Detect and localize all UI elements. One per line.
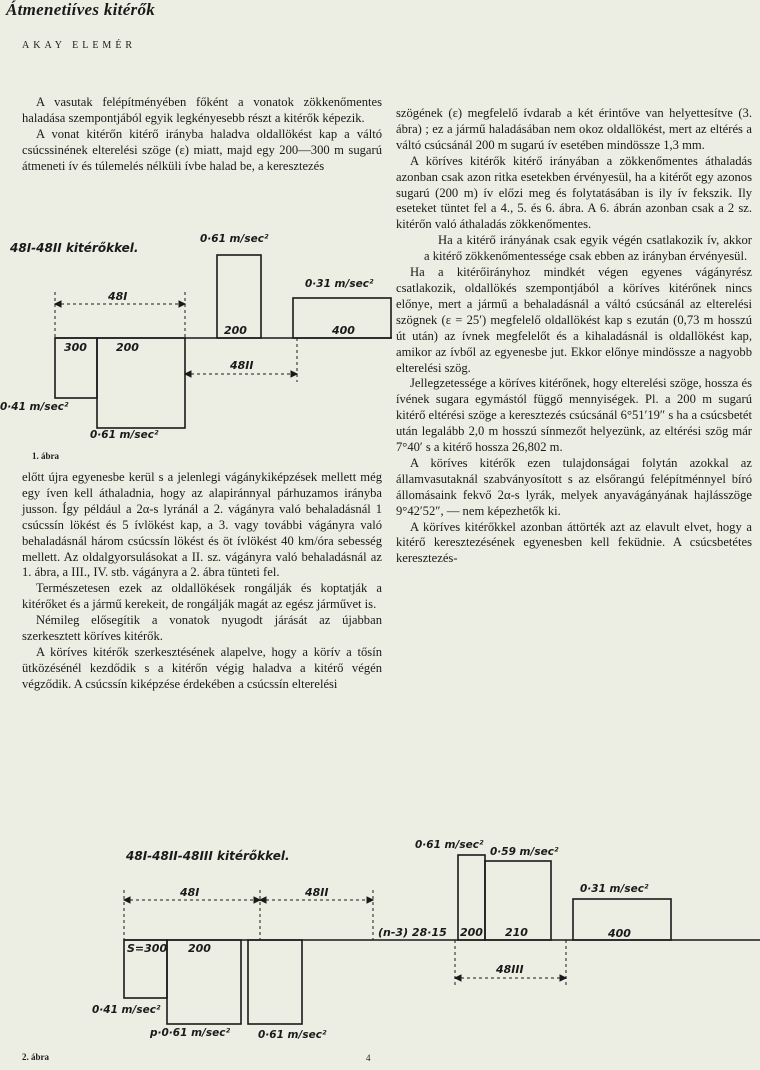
author-name: AKAY ELEMÉR	[22, 40, 137, 51]
article-title: Átmenetiíves kitérők	[6, 0, 156, 19]
fig1-heading: 48I-48II kitérőkkel.	[10, 241, 139, 255]
fig2-label-300: S=300	[127, 942, 168, 955]
fig2-label-200-pos: 200	[460, 926, 483, 939]
fig1-label-200-neg: 200	[116, 341, 139, 354]
column-left-top	[22, 95, 382, 175]
fig1-caption: 1. ábra	[32, 451, 59, 461]
paragraph: A vonat kitérőn kitérő irányba haladva oldallökést kap a váltó csúcssinének elterelési szöge (ε) miatt, majd egy 200—300 m sugarú átmeneti ív és túlemelés nélküli ívbe halad be, a keresztezés	[22, 126, 382, 173]
fig2-acc-pos3: 0·31 m/sec²	[580, 883, 649, 895]
paragraph: Ha a kitérő irányának csak egyik végén csatlakozik ív, akkor a kitérő zökkenőmentessége csak ebben az irányban érvényesül.	[424, 233, 752, 264]
fig1-dim1-label: 48I	[108, 290, 128, 303]
fig1-acc-neg2: 0·61 m/sec²	[90, 429, 159, 441]
paragraph: A köríves kitérők kitérő irányában a zökkenőmentes áthaladás azonban csak azon ritka esetekben érvényesül, ha a kitérőt egy azonos sugarú (200 m) ív előzi meg és folytatásában is ily ív fekszik. Ily eseteket tüntet fel a 4., 5. és 6. ábra. A 6. ábrán azonban csak a 2 sz. kitérőn való áthaladás zökkenőmentes.	[396, 153, 752, 232]
fig2-acc-neg1: 0·41 m/sec²	[92, 1004, 161, 1016]
fig2-heading: 48I-48II-48III kitérőkkel.	[126, 849, 290, 863]
fig2-label-400: 400	[608, 927, 631, 940]
page-number: 4	[366, 1053, 371, 1063]
figure-1	[0, 226, 392, 461]
fig2-caption: 2. ábra	[22, 1052, 49, 1062]
fig2-dim2-label: 48II	[305, 886, 329, 899]
fig1-label-200-pos: 200	[224, 324, 247, 337]
paragraph: A köríves kitérők ezen tulajdonságai folytán azokkal az államvasutaknál szabványosított s az elsőrangú felépítménnyel bíró állomásaink fekvő 2α-s lyrák, melyek anyavágányának hajlásszöge 9°42′52″, — nem képezhetők ki.	[396, 455, 752, 518]
paragraph: Természetesen ezek az oldallökések rongálják és koptatják a kitérőket és a jármű kerekeit, de rongálják magát az egész járművet is.	[22, 581, 382, 612]
paragraph: Ha a kitérőirányhoz mindkét végen egyenes vágányrész csatlakozik, oldallökés szempontjából a köríves kitérőnek nincs előnye, mert a jármű a behaladásnál a váltó csúcsánál az elterelési szögnek (ε = 25′) megfelelő oldallökést kap s ezután (0,73 m hosszú út után) az ívnek megfelelőt és a kihaladásnál is oldallökést kap, amikor az ívből az egyenesbe jut. Ekkor előnye mindössze a nagyobb elterelési szög.	[396, 265, 752, 375]
fig2-label-210: 210	[505, 926, 528, 939]
fig2-block-200-neg-b	[248, 940, 302, 1024]
paragraph: Némileg elősegítik a vonatok nyugodt járását az újabban szerkesztett köríves kitérők.	[22, 613, 382, 644]
fig2-dim3-label: 48III	[496, 963, 524, 976]
fig1-block-200-neg	[97, 338, 185, 428]
fig2-acc-pos1: 0·61 m/sec²	[415, 839, 484, 851]
fig1-dim2-label: 48II	[230, 359, 254, 372]
paragraph: szögének (ε) megfelelő ívdarab a két érintőve van helyettesítve (3. ábra) ; ez a jármű haladásában nem okoz oldallökést, mert az eltérés a váltó csúcsánál 200 m sugarú ív esetében mindössze 1,3 mm.	[396, 106, 752, 152]
fig1-acc-pos2: 0·31 m/sec²	[305, 278, 374, 290]
paragraph: Jellegzetessége a köríves kitérőnek, hogy elterelési szöge, hossza és ívének sugara egymástól függő mennyiségek. Pl. a 200 m sugarú kitérő eltérési szöge a keresztezés csúcsánál 6°51′19″ s ha a csúcsbetét után legalább 2,0 m hosszú sínmezőt helyezünk, az eltérési szög már 7°40′ s a kitérő hossza 26,802 m.	[396, 376, 753, 455]
fig1-label-300: 300	[64, 341, 87, 354]
fig2-acc-pos2: 0·59 m/sec²	[490, 846, 559, 858]
fig2-label-n3: (n-3) 28·15	[378, 926, 447, 939]
paragraph: A köríves kitérők szerkesztésének alapelve, hogy a körív a tősín ütközésénél kezdődik s a kitérőn végig haladva a kitérő végén végződik. A csúcssín kiképzése érdekében a csúcssín elterelési	[22, 644, 382, 691]
paragraph: A köríves kitérőkkel azonban áttörték azt az elavult elvet, hogy a kitérő keresztezésének egyenesben kell feküdnie. A csúcsbetétes keresztezés-	[396, 519, 752, 566]
figure-2	[0, 830, 760, 1045]
fig2-acc-neg2: p·0·61 m/sec²	[150, 1027, 231, 1039]
fig2-acc-neg3: 0·61 m/sec²	[258, 1029, 327, 1041]
fig2-label-200-neg: 200	[188, 942, 211, 955]
column-right	[396, 106, 752, 567]
paragraph: előtt újra egyenesbe kerül s a jelenlegi vágánykiképzések mellett még egy íven kell áthaladnia, hogy az alapiránnyal párhuzamos irányba jusson. Így például a 2α-s lyránál a 2. vágányra való behaladásnál 1 csúcssín lökést és 5 ívlökést kap, a 3. vagy további vágányra való behaladásnál három csúcssín lökést és öt ívlökést 40 km/óra sebesség mellett. Az oldalgyorsulásokat a II. sz. vágányra való behaladásnál az 1. ábra, a III., IV. stb. vágányra a 2. ábra tünteti fel.	[22, 470, 382, 580]
fig1-acc-pos1: 0·61 m/sec²	[200, 233, 269, 245]
fig2-dim1-label: 48I	[180, 886, 200, 899]
column-left-bottom	[22, 470, 382, 693]
fig1-acc-neg1: 0·41 m/sec²	[0, 401, 69, 413]
paragraph: A vasutak felépítményében főként a vonatok zökkenőmentes haladása szempontjából egyik legkényesebb részt a kitérők képezik.	[22, 95, 382, 125]
fig1-label-400: 400	[332, 324, 355, 337]
